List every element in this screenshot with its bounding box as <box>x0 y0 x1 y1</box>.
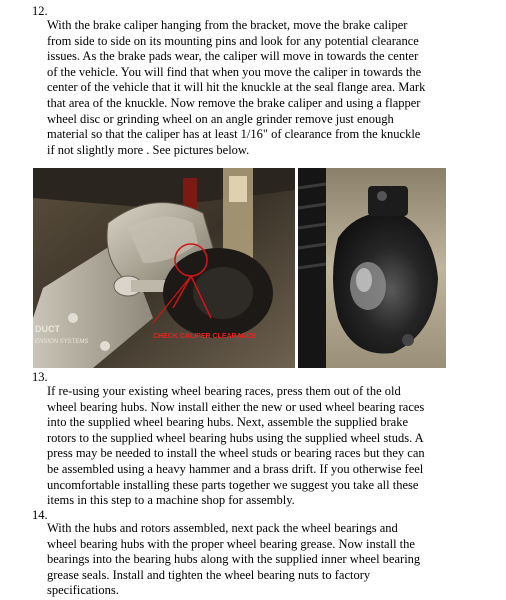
knuckle-ground-photo <box>298 168 446 368</box>
logo-text-line-2: ENSION SYSTEMS <box>35 339 89 345</box>
caliper-clearance-photo <box>33 168 295 368</box>
text-line: be assembled using a heavy hammer and a brass drift. If you otherwise feel <box>47 461 424 476</box>
annotation-check-caliper-clearance: CHECK CALIPER CLEARANCE <box>153 333 257 340</box>
text-line: grease seals. Install and tighten the wheel bearing nuts to factory <box>47 567 371 582</box>
text-line: from side to side on its mounting pins and look for any potential clearance <box>47 33 419 48</box>
step-13-number: 13. <box>32 370 48 384</box>
text-line: material so that the caliper has at least 1/16" of clearance from the knuckle <box>47 127 421 142</box>
text-line: bearings into the bearing hubs along with the supplied inner wheel bearing <box>47 552 421 567</box>
text-line: rotors to the supplied wheel bearing hubs using the supplied wheel studs. A <box>47 430 424 445</box>
text-line: that area of the knuckle. Now remove the brake caliper and using a flapper <box>47 95 421 110</box>
text-line: uncomfortable installing these parts together we suggest you take all these <box>47 477 419 492</box>
text-line: press may be needed to install the wheel studs or bearing races but they can <box>47 446 425 461</box>
text-line: wheel bearing hubs. Now install either the new or used wheel bearing races <box>47 399 425 414</box>
text-line: With the brake caliper hanging from the bracket, move the brake caliper <box>47 18 408 32</box>
text-line: With the hubs and rotors assembled, next pack the wheel bearings and <box>47 521 398 535</box>
step-12-text <box>47 18 425 158</box>
text-line: wheel bearing hubs with the proper wheel bearing grease. Now install the <box>47 536 415 551</box>
step-14-text <box>47 521 420 599</box>
text-line: issues. As the brake pads wear, the caliper will move in towards the center <box>47 49 419 64</box>
text-line: wheel disc or grinding wheel on an angle grinder remove just enough <box>47 111 394 126</box>
step-13-text <box>47 384 425 509</box>
text-line: specifications. <box>47 583 119 598</box>
step-14-number: 14. <box>32 508 48 522</box>
text-line: of the vehicle. You will find that when you move the caliper in towards the <box>47 64 422 79</box>
text-line: items in this step to a machine shop for assembly. <box>47 493 295 508</box>
text-line: into the supplied wheel bearing hubs. Next, assemble the supplied brake <box>47 415 409 430</box>
text-line: if not slightly more . See pictures below. <box>47 142 250 157</box>
step-12-number: 12. <box>32 4 48 18</box>
logo-text-line-1: DUCT <box>35 324 60 334</box>
text-line: center of the vehicle that it will hit the knuckle at the seal flange area. Mark <box>47 80 426 95</box>
text-line: If re-using your existing wheel bearing races, press them out of the old <box>47 384 401 398</box>
